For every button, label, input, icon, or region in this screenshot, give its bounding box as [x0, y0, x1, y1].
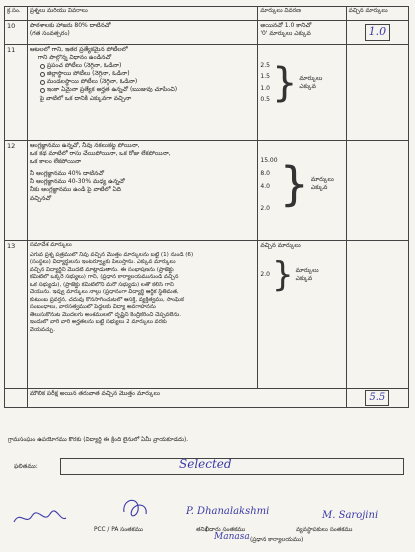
mark-value: 1.0: [260, 84, 270, 92]
row-line: ఆటలలో గాని, ఇతర ప్రత్యేకమైన పోటీలలో: [29, 46, 128, 53]
row-marks: [258, 141, 346, 241]
brace-icon: }: [279, 157, 309, 212]
row-line: గాని పాల్గొన్న విధానం ఉండినచో: [37, 54, 112, 62]
row-particulars: [27, 141, 258, 241]
header-marks: మార్కులు వివరణ: [258, 7, 346, 21]
mark-label: ఎక్కువ: [310, 184, 328, 192]
row-line: పాఠశాలకు హాజరు 80% దాటినచో: [29, 22, 111, 29]
row-line: సమావేశ మార్కులు: [29, 242, 72, 248]
mark-value: 8.0: [260, 170, 270, 178]
row-number: 10: [5, 21, 28, 45]
row-number: 12: [5, 141, 28, 241]
header-awarded: వచ్చిన మార్కులు: [346, 7, 408, 21]
mark-value: 4.0: [260, 183, 270, 191]
table-row: [5, 45, 409, 141]
brace-icon: }: [271, 59, 298, 106]
header-particulars: ప్రశ్నలు మరియు వివరాలు: [27, 7, 258, 21]
result-field: [60, 458, 404, 475]
row-line: (గత సంవత్సరం): [29, 30, 70, 38]
option-bullet: [40, 80, 45, 85]
row-marks: [258, 21, 346, 45]
row-line: ఆంగ్లజ్ఞానము ఉన్నచో, నీవు నకలుకట్ట పోయినా,: [29, 142, 140, 149]
signature-mark-office: Manasa: [214, 532, 250, 542]
mark-label: ఎక్కువ: [295, 275, 313, 283]
total-score: 5.5: [365, 390, 389, 406]
signature-label-pcc: PCC / PA సంతకము: [94, 527, 143, 533]
option-item: [40, 86, 256, 94]
signature-scribble-2: [118, 494, 154, 524]
mark-label: ఎక్కువ: [299, 82, 316, 90]
row-line: నీ ఆంగ్లజ్ఞానము 40-30% మధ్య ఉన్నచో: [29, 178, 125, 186]
marks-table: [4, 6, 409, 408]
row-awarded: [346, 241, 408, 389]
row-line: వచ్చినచో: [29, 194, 52, 202]
row-marks: [258, 241, 346, 389]
row-line: ఎగువ ప్రశ్న పత్రములో నీవు వచ్చిన మొత్తం మార్కులను బట్టి (1) నుండి (6): [29, 251, 194, 258]
result-value: Selected: [179, 457, 232, 471]
result-label: ఫలితము:: [14, 462, 38, 470]
mark-value: 1.5: [260, 73, 270, 81]
row-awarded: [346, 45, 408, 141]
signature-mark-founder: M. Sarojini: [322, 510, 379, 521]
mark-label: మార్కులు: [310, 176, 334, 184]
row-awarded: [346, 21, 408, 45]
row-line: ఒక కాలం లేకపోయినా: [29, 158, 82, 166]
row-mark-text: అయినచో 1.0 కానిచో: [260, 22, 312, 29]
row-line: పై వాటిలో ఒక దానికి ఎక్కువగా వచ్చినా: [39, 94, 132, 102]
table-row: [5, 241, 409, 389]
row-line: నీకు ఆంగ్లజ్ఞానము ఉండి పై వాటిలో ఏది: [29, 186, 121, 194]
mark-value: 15.00: [260, 157, 278, 164]
option-bullet: [40, 88, 45, 93]
signature-label-office: (ప్రధాన కార్యాలయము): [250, 537, 304, 543]
signature-label-inspector: తనిఖీదారు సంతకము: [196, 527, 246, 533]
row-marks: [258, 45, 346, 141]
total-awarded: [346, 389, 408, 408]
option-label: మండలస్థాయి పోటీలు (నెగ్గినా, ఓడినా): [46, 78, 138, 86]
result-section: [14, 458, 404, 475]
office-use-note: గ్రామసంఘం ఉపయోగము కొరకు (విద్యార్థి ఈ క్రింది లైనులో ఏమీ వ్రాయకూడదు).: [8, 437, 189, 443]
mark-value: 2.5: [260, 62, 270, 69]
row-line: సంబంధాలు, వారసత్వములో పెద్దలకు విద్యా అవగాహనను: [29, 304, 156, 311]
signature-scribble-1: [10, 506, 70, 530]
option-label: ఇంకా ఏమైనా ప్రత్యేక అర్హత ఉన్నచో (ఋజువు చూపించి): [46, 86, 178, 94]
total-label: మౌలిక పరీక్ష అయిన తరువాత వచ్చిన మొత్తం మార్కులు: [27, 389, 346, 408]
row-line: కుటుంబ ప్రవర్తన, చదువు కొనసాగించుటలో ఆసక్తి, వ్యక్తిత్వము, సాంఘిక: [29, 296, 184, 303]
mark-value: 2.0: [260, 204, 270, 212]
mark-label: మార్కులు: [295, 267, 319, 274]
total-row: [5, 389, 409, 408]
awarded-score: 1.0: [365, 24, 391, 41]
row-line: (సంస్థలు) విద్యార్థులను ఇంటర్వ్యూకు పిలుస్తాను. ఎక్కువ మార్కులు: [29, 259, 176, 266]
header-no: క్ర.సం.: [5, 7, 28, 21]
row-particulars: [27, 45, 258, 141]
row-number: 11: [5, 45, 28, 141]
row-mark-text: '0' మార్కులు ఎక్కువ: [260, 30, 311, 38]
table-row: [5, 141, 409, 241]
option-label: ప్రపంచ పోటీలు (నెగ్గినా, ఓడినా): [46, 62, 122, 70]
mark-label: మార్కులు: [299, 74, 323, 82]
signature-mark-inspector: P. Dhanalakshmi: [186, 506, 270, 517]
row-number: 13: [5, 241, 28, 389]
mark-value: 0.5: [260, 96, 270, 104]
row-line: కమిటీలో ఒక్కరే సభ్యులు) గాని, (ప్రధాన కార్యాలయమునుండి వచ్చిన: [29, 274, 179, 281]
row-awarded: [346, 141, 408, 241]
row-line: నీ ఆంగ్లజ్ఞానము 40% దాటినచో: [29, 170, 105, 178]
brace-icon: }: [271, 255, 294, 296]
option-bullet: [40, 72, 45, 77]
option-label: జిల్లాస్థాయి పోటీలు (నెగ్గినా, ఓడినా): [46, 70, 130, 78]
row-mark-text: వచ్చిన మార్కులు: [260, 242, 301, 249]
row-line: ఒక కథ మాటిలో రాసు చేయిపోయినా, ఒక రోజు లేకపోయినా,: [29, 150, 171, 158]
signature-area: [0, 492, 415, 552]
row-line: వేయవచ్చు.: [29, 327, 55, 334]
signature-label-founder: వ్యవస్థాపకులు సంతకము: [296, 527, 353, 533]
table-row: [5, 21, 409, 45]
table-header: [5, 7, 409, 21]
row-line: ఒక సభ్యుడు), (ప్రాజెక్టు కమిటీలోని మరో సభ్యుడు) లతో కలిసి గాని: [29, 281, 174, 288]
option-bullet: [40, 64, 45, 69]
row-line: వచ్చిన విద్యార్థిని మొదటి మాట్లాడుతాను. ఈ సంభాషణను (ప్రాజెక్టు: [29, 266, 174, 273]
row-particulars: [27, 21, 258, 45]
row-line: ఇందులో వారి వారి అర్హతలను బట్టి సభ్యులు 2 మార్కులు వరకు: [29, 319, 167, 326]
mark-value: 2.0: [260, 271, 270, 279]
row-particulars: [27, 241, 258, 389]
row-line: చేయును. ఇవ్వు మార్కులు నాల్గు (ప్రధానంగా విద్యార్థి ఆర్థిక స్థితిమత,: [29, 289, 179, 296]
row-line: తెలుసుకొనుట మొదలగు అంశములలో దృష్టిని కేంద్రీకరించి చెప్పవలెను.: [29, 311, 181, 318]
